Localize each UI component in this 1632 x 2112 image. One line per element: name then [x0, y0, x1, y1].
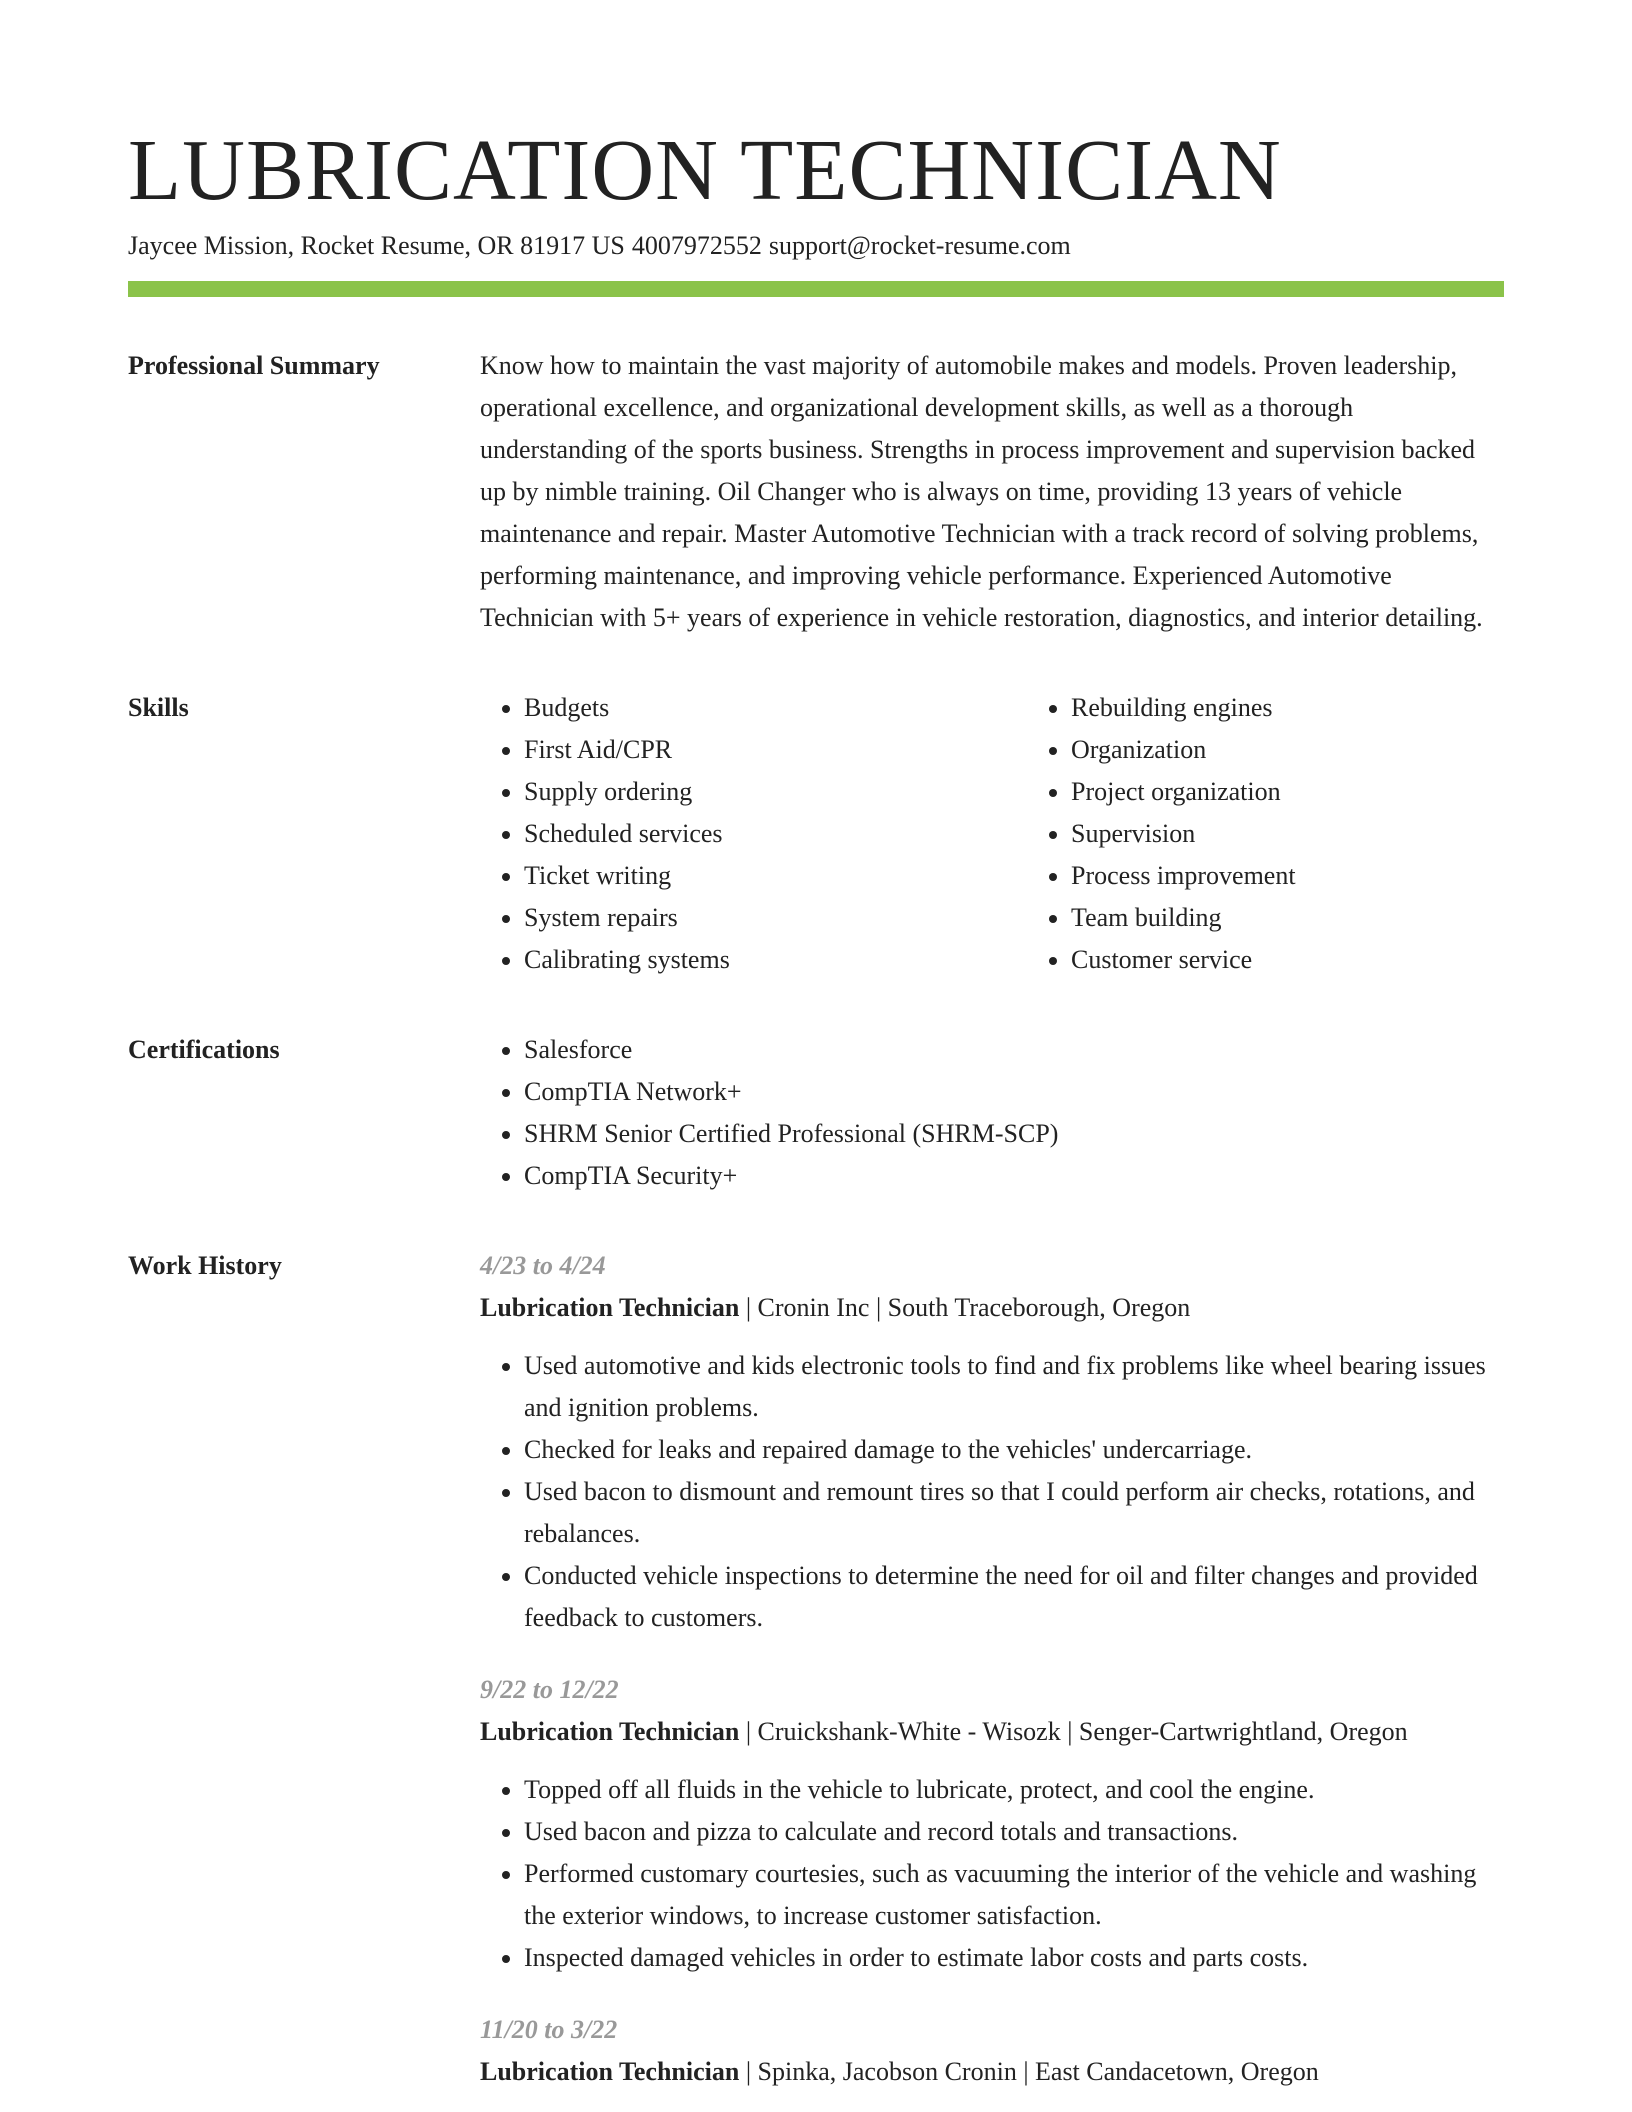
skill-item: • Rebuilding engines [1071, 687, 1574, 729]
summary-text: Know how to maintain the vast majority of automobile makes and models. Proven leadership, operational excellence, and organizational development skills, as well as a thorough understanding of the sports business. Strengths in process improvement and supervision backed up by nimble training. Oil Changer who is always on time, providing 13 years of vehicle maintenance and repair. Master Automotive Technician with a track record of solving problems, performing maintenance, and improving vehicle performance. Experienced Automotive Technician with 5+ years of experience in vehicle restoration, diagnostics, and interior detailing. [480, 351, 1483, 632]
job-bullets [480, 1345, 1504, 1639]
skill-item: • Budgets [524, 687, 1027, 729]
skill-item: • Team building [1071, 897, 1574, 939]
skill-item: • Ticket writing [524, 855, 1027, 897]
certifications-section [128, 1029, 1504, 1197]
certification-item: • Salesforce [524, 1029, 1504, 1071]
job-title: Lubrication Technician [480, 2057, 740, 2086]
certification-item: • SHRM Senior Certified Professional (SHRM-SCP) [524, 1113, 1504, 1155]
skill-item: • First Aid/CPR [524, 729, 1027, 771]
certification-item: • CompTIA Network+ [524, 1071, 1504, 1113]
job-entry [480, 2009, 1504, 2093]
summary-section [128, 345, 1504, 639]
job-dates: 9/22 to 12/22 [480, 1675, 619, 1704]
summary-content [480, 345, 1504, 639]
job-company-location: | Spinka, Jacobson Cronin | East Candacetown, Oregon [739, 2057, 1319, 2086]
certifications-content [480, 1029, 1504, 1197]
job-company-location: | Cronin Inc | South Traceborough, Oregon [739, 1293, 1191, 1322]
job-entry [480, 1669, 1504, 1979]
skill-item: • Supply ordering [524, 771, 1027, 813]
skills-list-left [480, 687, 1027, 981]
certification-item: • CompTIA Security+ [524, 1155, 1504, 1197]
skill-item: • Supervision [1071, 813, 1574, 855]
skills-content [480, 687, 1574, 981]
job-bullet: • Checked for leaks and repaired damage to the vehicles' undercarriage. [524, 1429, 1504, 1471]
skill-item: • Customer service [1071, 939, 1574, 981]
job-title: Lubrication Technician [480, 1717, 740, 1746]
skill-item: • Organization [1071, 729, 1574, 771]
job-company-location: | Cruickshank-White - Wisozk | Senger-Cartwrightland, Oregon [739, 1717, 1408, 1746]
skill-item: • Calibrating systems [524, 939, 1027, 981]
job-entry [480, 1245, 1504, 1639]
job-bullet: • Inspected damaged vehicles in order to estimate labor costs and parts costs. [524, 1937, 1504, 1979]
job-title-line [480, 2051, 1504, 2093]
skill-item: • Project organization [1071, 771, 1574, 813]
job-title-line [480, 1287, 1504, 1329]
section-label-certifications: Certifications [128, 1035, 280, 1064]
resume-title: LUBRICATION TECHNICIAN [128, 121, 1282, 218]
skills-section [128, 687, 1504, 981]
job-title-line [480, 1711, 1504, 1753]
section-label-work-history: Work History [128, 1251, 282, 1280]
job-title: Lubrication Technician [480, 1293, 740, 1322]
job-bullet: • Used automotive and kids electronic tools to find and fix problems like wheel bearing issues and ignition problems. [524, 1345, 1504, 1429]
job-dates: 4/23 to 4/24 [480, 1251, 606, 1280]
work-history-content [480, 1245, 1504, 2093]
skill-item: • Process improvement [1071, 855, 1574, 897]
section-label-summary: Professional Summary [128, 351, 380, 380]
accent-divider [128, 281, 1504, 297]
job-bullet: • Topped off all fluids in the vehicle to lubricate, protect, and cool the engine. [524, 1769, 1504, 1811]
contact-email[interactable]: support@rocket-resume.com [768, 231, 1071, 260]
contact-line [128, 228, 1504, 264]
contact-phone: 4007972552 [631, 231, 762, 260]
job-bullet: • Performed customary courtesies, such as vacuuming the interior of the vehicle and washing the exterior windows, to increase customer satisfaction. [524, 1853, 1504, 1937]
job-bullet: • Used bacon and pizza to calculate and record totals and transactions. [524, 1811, 1504, 1853]
contact-address: Jaycee Mission, Rocket Resume, OR 81917 US [128, 231, 625, 260]
job-bullets [480, 1769, 1504, 1979]
skills-list-right [1027, 687, 1574, 981]
job-dates: 11/20 to 3/22 [480, 2015, 618, 2044]
certifications-list [480, 1029, 1504, 1197]
resume-page [128, 120, 1504, 2093]
work-history-section [128, 1245, 1504, 2093]
job-bullet: • Used bacon to dismount and remount tires so that I could perform air checks, rotations, and rebalances. [524, 1471, 1504, 1555]
job-bullet: • Conducted vehicle inspections to determine the need for oil and filter changes and provided feedback to customers. [524, 1555, 1504, 1639]
section-label-skills: Skills [128, 693, 189, 722]
skill-item: • Scheduled services [524, 813, 1027, 855]
skill-item: • System repairs [524, 897, 1027, 939]
